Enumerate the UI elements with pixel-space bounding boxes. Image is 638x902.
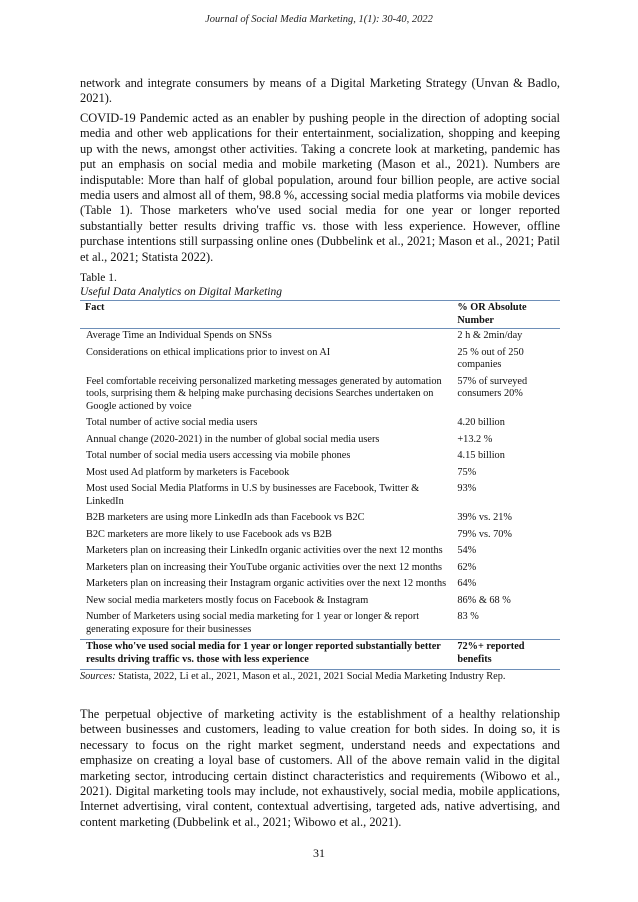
table-row: [80, 594, 560, 611]
data-analytics-table: [80, 300, 560, 670]
fact-cell: B2B marketers are using more LinkedIn ads than Facebook vs B2C: [86, 512, 365, 523]
value-cell: 83 %: [457, 611, 479, 622]
table-row: [80, 449, 560, 466]
table-row: [80, 416, 560, 433]
table-row: [80, 466, 560, 483]
fact-cell: Marketers plan on increasing their Instagram organic activities over the next 12 months: [86, 578, 447, 589]
fact-cell: B2C marketers are more likely to use Facebook ads vs B2B: [86, 528, 332, 540]
value-cell: 4.15 billion: [457, 450, 505, 461]
value-cell: 4.20 billion: [457, 417, 505, 428]
fact-cell: Marketers plan on increasing their YouTube organic activities over the next 12 months: [86, 561, 443, 573]
fact-cell: Those who've used social media for 1 year or longer reported substantially better results driving traffic vs. those with less experience: [86, 641, 441, 665]
fact-cell: Total number of active social media users: [86, 417, 258, 428]
table-label: Table 1.: [80, 272, 117, 284]
table-header-row: [80, 301, 560, 329]
value-cell: +13.2 %: [457, 433, 493, 445]
value-cell: 72%+ reported benefits: [457, 641, 525, 665]
fact-cell: Annual change (2020-2021) in the number of global social media users: [86, 433, 380, 445]
value-cell: 62%: [457, 561, 477, 573]
fact-cell: Feel comfortable receiving personalized marketing messages generated by automation tools, surprising them & helping make purchasing decisions Searches undertaken on Google actioned by voice: [86, 375, 442, 412]
value-cell: 2 h & 2min/day: [457, 330, 523, 341]
header-fact: Fact: [85, 302, 105, 313]
table-summary-row: [80, 640, 560, 670]
fact-cell: Marketers plan on increasing their LinkedIn organic activities over the next 12 months: [86, 545, 443, 556]
table-row: [80, 511, 560, 528]
value-cell: 86% & 68 %: [457, 594, 511, 606]
value-cell: 93%: [457, 483, 477, 494]
table-sources: [80, 671, 560, 683]
value-cell: 79% vs. 70%: [457, 528, 513, 540]
journal-header: Journal of Social Media Marketing, 1(1): 30-40, 2022: [205, 14, 433, 25]
table-row: [80, 544, 560, 561]
fact-cell: Considerations on ethical implications prior to invest on AI: [86, 346, 331, 358]
fact-cell: Total number of social media users accessing via mobile phones: [86, 450, 351, 461]
table-subtitle: Useful Data Analytics on Digital Marketing: [80, 286, 282, 298]
table-row: [80, 577, 560, 594]
value-cell: 39% vs. 21%: [457, 512, 513, 523]
paragraph-intro: network and integrate consumers by means of a Digital Marketing Strategy (Unvan & Badlo, 2021).: [80, 76, 560, 106]
table-row: [80, 561, 560, 578]
paragraph-covid: COVID-19 Pandemic acted as an enabler by pushing people in the direction of adopting social media and other web applications for their entertainment, socialization, shopping and keeping up with the news, amongst other activities. Taking a concrete look at marketing, pandemic has put an emphasis on social media and mobile marketing (Mason et al., 2021). Numbers are indisputable: More than half of global population, around four billion people, are active social media users and almost all of them, 98.8 %, accessing social media platforms via mobile devices (Table 1). Those marketers who've used social media for one year or longer reported substantially better results driving traffic vs. those with less experience. However, offline purchase intentions still surpassing online ones (Dubbelink et al., 2021; Mason et al., 2021; Patil et al., 2021; Statista 2022).: [80, 111, 560, 264]
value-cell: 64%: [457, 578, 477, 589]
table-row: [80, 346, 560, 375]
table-caption: [80, 271, 282, 299]
sources-label: Sources:: [80, 671, 116, 682]
value-cell: 57% of surveyed consumers 20%: [457, 375, 528, 399]
page-number: 31: [313, 846, 325, 860]
fact-cell: New social media marketers mostly focus on Facebook & Instagram: [86, 594, 369, 606]
fact-cell: Most used Social Media Platforms in U.S by businesses are Facebook, Twitter & LinkedIn: [86, 483, 420, 507]
sources-text: Statista, 2022, Li et al., 2021, Mason et al., 2021, 2021 Social Media Marketing Industry Rep.: [118, 671, 506, 682]
value-cell: 75%: [457, 466, 477, 478]
fact-cell: Most used Ad platform by marketers is Facebook: [86, 466, 290, 478]
paragraph-objective: The perpetual objective of marketing activity is the establishment of a healthy relationship between businesses and customers, leading to value creation for both sides. In doing so, it is necessary to focus on the right market segment, understand needs and expectations and emphasize on creating a loyal base of customers. All of the above remain valid in the digital marketing sector, introducing certain distinct characteristics and requirements (Wibowo et al., 2021). Digital marketing tools may include, not exhaustively, social media, mobile applications, Internet advertising, viral content, contextual advertising, targeted ads, native advertising, and content marketing (Dubbelink et al., 2021; Wibowo et al., 2021).: [80, 707, 560, 829]
value-cell: 25 % out of 250 companies: [457, 346, 524, 370]
table-row: [80, 528, 560, 545]
fact-cell: Number of Marketers using social media marketing for 1 year or longer & report generating exposure for their businesses: [86, 611, 420, 635]
table-row: [80, 433, 560, 450]
table-row: [80, 329, 560, 346]
table-row: [80, 482, 560, 511]
fact-cell: Average Time an Individual Spends on SNSs: [86, 330, 272, 341]
table-row: [80, 610, 560, 640]
value-cell: 54%: [457, 545, 477, 556]
table-row: [80, 375, 560, 417]
header-value: % OR Absolute Number: [457, 302, 527, 326]
